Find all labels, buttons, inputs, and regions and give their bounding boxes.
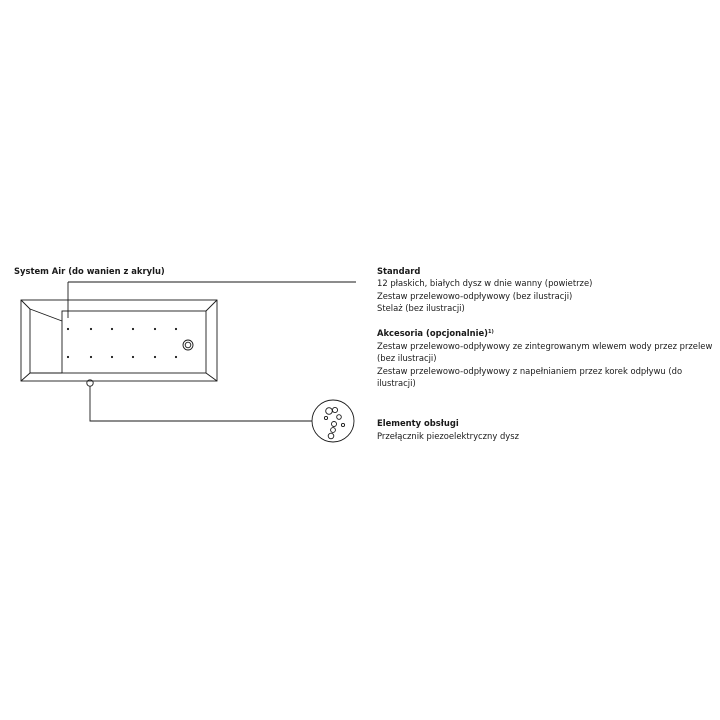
accessories-heading: Akcesoria (opcjonalnie)$^{1)}$ xyxy=(377,328,494,338)
control-bubble xyxy=(328,433,334,439)
tub-outer-outline xyxy=(21,300,217,381)
accessory-item: Zestaw przelewowo-odpływowy z napełnianiem przez korek odpływu (do xyxy=(377,366,683,376)
overflow-drain-inner xyxy=(185,342,191,348)
air-jet xyxy=(111,356,113,358)
air-jet xyxy=(90,328,92,330)
controls-heading: Elementy obsługi xyxy=(377,418,459,428)
control-bubble xyxy=(324,416,327,419)
air-jet xyxy=(67,356,69,358)
standard-item: Zestaw przelewowo-odpływowy (bez ilustracji) xyxy=(377,291,573,301)
air-jet xyxy=(175,328,177,330)
tub-rim-line xyxy=(21,300,30,309)
accessory-item: Zestaw przelewowo-odpływowy ze zintegrowanym wlewem wody przez przelew xyxy=(377,341,713,351)
control-bubble xyxy=(332,422,337,427)
air-jet xyxy=(132,328,134,330)
air-jet xyxy=(154,356,156,358)
piezo-switch-icon xyxy=(312,400,354,442)
tub-backrest-line xyxy=(30,309,62,321)
standard-item: 12 płaskich, białych dysz w dnie wanny (powietrze) xyxy=(377,278,593,288)
tub-rim-line xyxy=(206,373,217,381)
accessory-item: ilustracji) xyxy=(377,378,416,388)
tub-rim-line xyxy=(206,300,217,311)
air-jet xyxy=(111,328,113,330)
standard-item: Stelaż (bez ilustracji) xyxy=(377,303,465,313)
control-leader-line xyxy=(90,386,312,421)
diagram-title: System Air (do wanien z akrylu) xyxy=(14,266,165,276)
accessory-item: (bez ilustracji) xyxy=(377,353,437,363)
air-jet xyxy=(132,356,134,358)
control-bubble xyxy=(341,423,344,426)
air-jet xyxy=(67,328,69,330)
overflow-drain xyxy=(183,340,193,350)
standard-heading: Standard xyxy=(377,266,421,276)
control-bubble xyxy=(337,415,342,420)
control-item: Przełącznik piezoelektryczny dysz xyxy=(377,431,519,441)
control-bubble xyxy=(332,407,337,412)
tub-rim-line xyxy=(21,373,30,381)
control-bubble xyxy=(331,428,336,433)
air-jet xyxy=(154,328,156,330)
air-jet xyxy=(175,356,177,358)
air-jet xyxy=(90,356,92,358)
footnote-marker: 1) xyxy=(488,329,494,335)
control-bubble xyxy=(326,408,333,415)
